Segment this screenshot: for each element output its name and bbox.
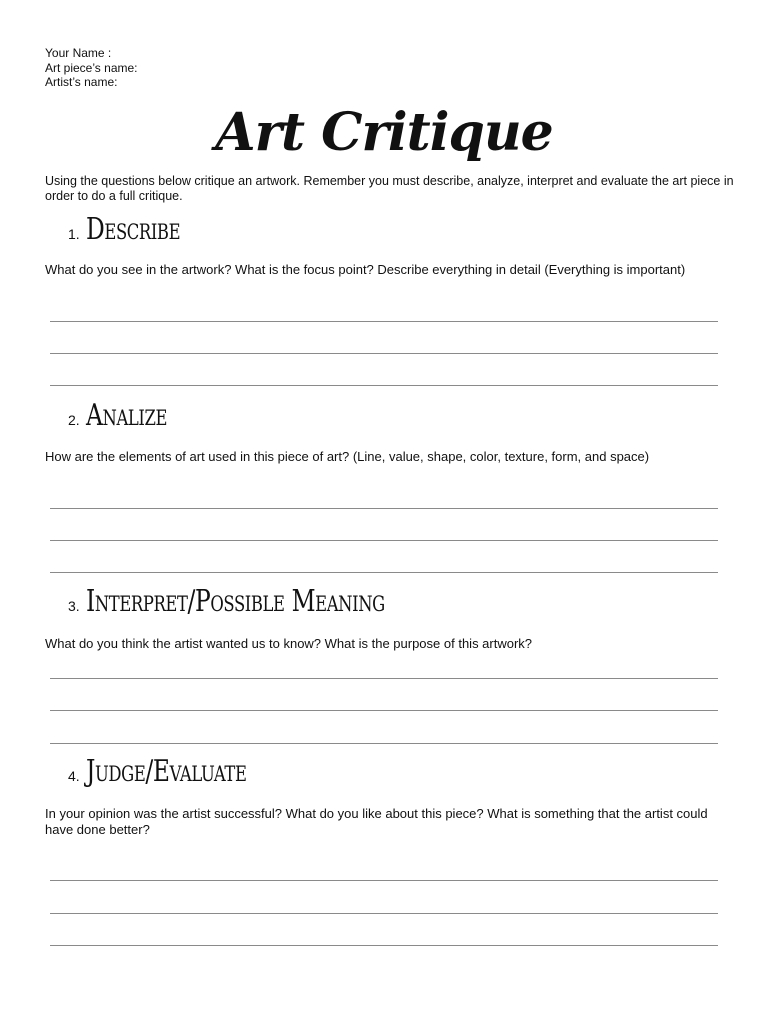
answer-line[interactable] bbox=[50, 880, 718, 881]
section-title: Interpret/Possible Meaning bbox=[85, 584, 385, 619]
art-piece-name-label: Art piece’s name: bbox=[45, 60, 138, 75]
answer-line[interactable] bbox=[50, 385, 718, 386]
answer-line[interactable] bbox=[50, 945, 718, 946]
section-question: What do you think the artist wanted us to know? What is the purpose of this artwork? bbox=[45, 636, 533, 651]
section-title: Judge/Evaluate bbox=[85, 754, 247, 789]
section-question: How are the elements of art used in this piece of art? (Line, value, shape, color, texture, form, and space) bbox=[45, 449, 650, 464]
answer-line[interactable] bbox=[50, 321, 718, 322]
answer-line[interactable] bbox=[50, 743, 718, 744]
section-question: In your opinion was the artist successful? What do you like about this piece? What is something that the artist could have done better? bbox=[45, 806, 708, 837]
section-number: 2. bbox=[68, 412, 80, 428]
artist-name-label: Artist’s name: bbox=[45, 75, 118, 89]
answer-line[interactable] bbox=[50, 678, 718, 679]
section-heading bbox=[68, 212, 206, 247]
answer-line[interactable] bbox=[50, 710, 718, 711]
answer-line[interactable] bbox=[50, 508, 718, 509]
section-title: Analize bbox=[85, 398, 167, 433]
section-heading bbox=[68, 398, 190, 433]
student-info-block bbox=[45, 46, 138, 90]
intro-instructions: Using the questions below critique an artwork. Remember you must describe, analyze, interpret and evaluate the art piece in order to do a full critique. bbox=[45, 174, 734, 203]
section-heading bbox=[68, 754, 291, 789]
section-number: 3. bbox=[68, 598, 80, 614]
answer-line[interactable] bbox=[50, 540, 718, 541]
section-heading bbox=[68, 584, 469, 619]
section-question: What do you see in the artwork? What is the focus point? Describe everything in detail (Everything is important) bbox=[45, 262, 686, 277]
your-name-label: Your Name : bbox=[45, 46, 112, 60]
page-title: Art Critique bbox=[215, 102, 553, 163]
answer-line[interactable] bbox=[50, 353, 718, 354]
section-title: Describe bbox=[85, 212, 180, 247]
section-number: 1. bbox=[68, 226, 80, 242]
section-number: 4. bbox=[68, 768, 80, 784]
answer-line[interactable] bbox=[50, 572, 718, 573]
answer-line[interactable] bbox=[50, 913, 718, 914]
